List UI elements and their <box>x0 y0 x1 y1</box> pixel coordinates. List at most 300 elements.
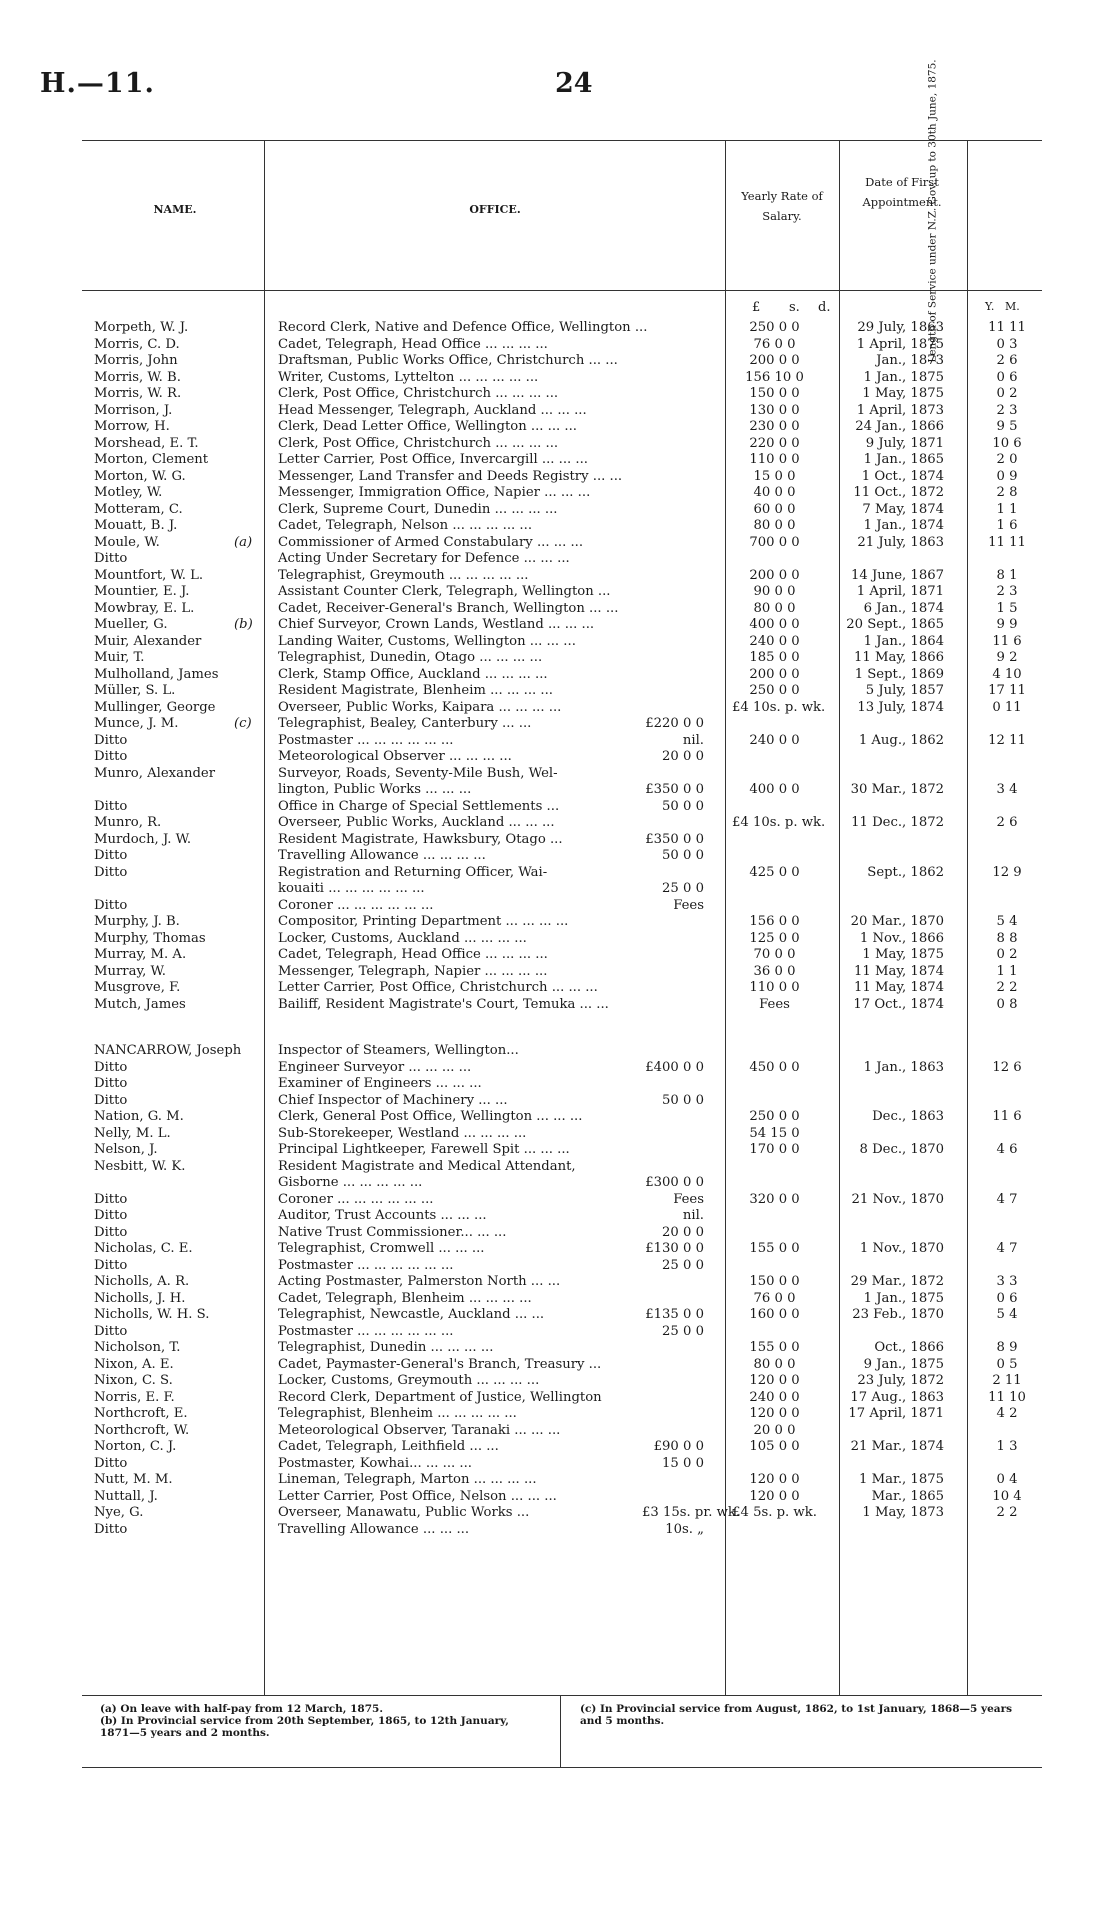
office-title: Sub-Storekeeper, Westland ... ... ... ... <box>278 1125 527 1141</box>
person-name: Mulholland, James <box>94 666 219 682</box>
sub-salary: 10s. „ <box>665 1521 704 1537</box>
office-title: Messenger, Land Transfer and Deeds Registry ... ... <box>278 468 623 484</box>
table-row <box>82 997 1042 1014</box>
office-title: Surveyor, Roads, Seventy-Mile Bush, Wel- <box>278 765 558 781</box>
table-row <box>82 584 1042 601</box>
office-title: Cadet, Paymaster-General's Branch, Treasury ... <box>278 1356 602 1372</box>
person-name: Ditto <box>94 798 128 814</box>
first-appointment-date: 5 July, 1857 <box>865 683 944 698</box>
table-row <box>82 419 1042 436</box>
person-name: Morris, W. R. <box>94 386 182 401</box>
person-name: Motley, W. <box>94 485 163 500</box>
service-length: 2 2 <box>996 980 1018 995</box>
table-row <box>82 1423 1042 1440</box>
yearly-salary: 200 0 0 <box>749 353 800 368</box>
person-name: Morton, W. G. <box>94 468 186 484</box>
table-row <box>82 452 1042 469</box>
first-appointment-date: 17 April, 1871 <box>848 1406 944 1421</box>
office-title: Cadet, Telegraph, Leithfield ... ... <box>278 1439 499 1454</box>
document-code: H.—11. <box>40 68 155 99</box>
office-title: Clerk, Supreme Court, Dunedin ... ... ... ... <box>278 501 558 517</box>
service-length: 3 4 <box>996 782 1018 797</box>
page-number: 24 <box>555 68 593 99</box>
column-header-salary: Yearly Rate of Salary. <box>741 189 823 223</box>
service-length: 2 6 <box>996 353 1018 368</box>
service-length: 0 8 <box>996 996 1018 1012</box>
table-row <box>82 980 1042 997</box>
office-title: Resident Magistrate and Medical Attendant, <box>278 1158 576 1174</box>
service-length: 3 3 <box>996 1274 1018 1289</box>
person-name: NANCARROW, Joseph <box>94 1043 242 1058</box>
service-length: 8 9 <box>996 1340 1018 1355</box>
person-name: Morris, W. B. <box>94 369 181 385</box>
sub-salary: 25 0 0 <box>662 1323 704 1339</box>
table-row <box>82 1159 1042 1176</box>
person-name: Ditto <box>94 1092 128 1108</box>
office-title: Clerk, Post Office, Christchurch ... ... ... ... <box>278 435 559 451</box>
table-row <box>82 386 1042 403</box>
first-appointment-date: 11 Oct., 1872 <box>853 485 944 500</box>
column-header-date: Date of First Appointment. <box>862 175 942 209</box>
first-appointment-date: Dec., 1863 <box>872 1109 944 1124</box>
yearly-salary: 36 0 0 <box>753 963 796 979</box>
person-name: Nicholls, A. R. <box>94 1274 190 1289</box>
service-length: 10 4 <box>992 1488 1022 1504</box>
table-row <box>82 1340 1042 1357</box>
service-length: 1 3 <box>996 1439 1018 1454</box>
table-row <box>82 947 1042 964</box>
service-length: 11 11 <box>988 320 1026 335</box>
office-title: Record Clerk, Native and Defence Office, Wellington ... <box>278 320 648 335</box>
service-length: 2 3 <box>996 402 1018 418</box>
service-length: 8 8 <box>996 930 1018 946</box>
person-name: Northcroft, E. <box>94 1406 188 1421</box>
first-appointment-date: 9 Jan., 1875 <box>863 1356 944 1372</box>
office-title: Telegraphist, Dunedin, Otago ... ... ... ... <box>278 650 543 665</box>
office-title: Cadet, Telegraph, Head Office ... ... ... ... <box>278 336 548 352</box>
office-title: Postmaster, Kowhai... ... ... ... <box>278 1455 472 1471</box>
office-title: Cadet, Telegraph, Nelson ... ... ... ... ... <box>278 518 533 533</box>
table-row <box>82 634 1042 651</box>
first-appointment-date: Oct., 1866 <box>874 1340 944 1355</box>
yearly-salary: 170 0 0 <box>749 1142 800 1157</box>
sub-salary: £350 0 0 <box>645 782 704 797</box>
service-length: 2 6 <box>996 815 1018 830</box>
person-name: Murray, W. <box>94 963 166 979</box>
service-length: 0 4 <box>996 1472 1018 1487</box>
first-appointment-date: Mar., 1865 <box>871 1488 944 1504</box>
table-row <box>82 1126 1042 1143</box>
table-row <box>82 1192 1042 1209</box>
first-appointment-date: 20 Sept., 1865 <box>846 617 944 632</box>
service-length: 0 6 <box>996 369 1018 385</box>
first-appointment-date: 29 Mar., 1872 <box>850 1274 944 1289</box>
table-row <box>82 683 1042 700</box>
office-title: Overseer, Manawatu, Public Works ... <box>278 1505 530 1520</box>
table-row <box>82 1225 1042 1242</box>
first-appointment-date: 1 May, 1873 <box>862 1505 944 1520</box>
yearly-salary: 160 0 0 <box>749 1307 800 1322</box>
table-row <box>82 716 1042 733</box>
section-spacer <box>82 1013 1042 1043</box>
service-length: 9 9 <box>996 617 1018 632</box>
office-title: Overseer, Public Works, Auckland ... ... ... <box>278 815 555 830</box>
office-title: Resident Magistrate, Hawksbury, Otago ... <box>278 831 563 847</box>
yearly-salary: 54 15 0 <box>749 1125 800 1141</box>
person-name: Ditto <box>94 848 128 863</box>
service-length: 10 6 <box>992 435 1022 451</box>
service-length: 0 9 <box>996 468 1018 484</box>
first-appointment-date: 7 May, 1874 <box>862 501 944 517</box>
footnote-mark: (a) <box>234 534 253 550</box>
person-name: Morton, Clement <box>94 452 209 467</box>
service-length: 12 9 <box>992 864 1022 880</box>
table-row <box>82 1043 1042 1060</box>
office-title: Lineman, Telegraph, Marton ... ... ... ... <box>278 1472 537 1487</box>
footnotes-right <box>580 1703 1020 1727</box>
table-row <box>82 1093 1042 1110</box>
office-title: Messenger, Immigration Office, Napier ... ... ... <box>278 485 591 500</box>
table-row <box>82 1274 1042 1291</box>
first-appointment-date: 1 April, 1873 <box>856 402 944 418</box>
table-row <box>82 782 1042 799</box>
table-row <box>82 1175 1042 1192</box>
first-appointment-date: 23 July, 1872 <box>857 1373 944 1388</box>
person-name: Mutch, James <box>94 996 186 1012</box>
first-appointment-date: 1 April, 1875 <box>856 336 944 352</box>
first-appointment-date: 20 Mar., 1870 <box>850 914 944 929</box>
yearly-salary: 110 0 0 <box>749 452 800 467</box>
office-title: Locker, Customs, Auckland ... ... ... ... <box>278 930 527 946</box>
table-row <box>82 1208 1042 1225</box>
table-row <box>82 1076 1042 1093</box>
office-title: Auditor, Trust Accounts ... ... ... <box>278 1208 487 1223</box>
table-row <box>82 881 1042 898</box>
sub-salary: £400 0 0 <box>645 1059 704 1075</box>
office-title: Record Clerk, Department of Justice, Wellington <box>278 1389 602 1405</box>
person-name: Ditto <box>94 1076 128 1091</box>
table-row <box>82 700 1042 717</box>
yearly-salary: 200 0 0 <box>749 666 800 682</box>
sub-salary: Fees <box>673 897 704 913</box>
footnote-b: (b) In Provincial service from 20th September, 1865, to 12th January, 1871—5 years and 2 months. <box>100 1715 509 1739</box>
table-row <box>82 815 1042 832</box>
first-appointment-date: 14 June, 1867 <box>851 567 944 583</box>
person-name: Morris, C. D. <box>94 336 180 352</box>
table-row <box>82 749 1042 766</box>
service-length: 9 2 <box>996 650 1018 665</box>
service-length: 0 2 <box>996 947 1018 962</box>
service-length: 12 6 <box>992 1059 1022 1075</box>
yearly-salary: 250 0 0 <box>749 320 800 335</box>
table-row <box>82 601 1042 618</box>
office-title: Clerk, Stamp Office, Auckland ... ... ... ... <box>278 666 548 682</box>
person-name: Mowbray, E. L. <box>94 600 195 616</box>
office-title: Postmaster ... ... ... ... ... ... <box>278 1323 454 1339</box>
service-length: 1 5 <box>996 600 1018 616</box>
footnote-c: (c) In Provincial service from August, 1862, to 1st January, 1868—5 years and 5 months. <box>580 1703 1013 1727</box>
yearly-salary: 230 0 0 <box>749 419 800 434</box>
footnote-a: (a) On leave with half-pay from 12 March, 1875. <box>100 1703 383 1715</box>
sub-salary: £350 0 0 <box>645 831 704 847</box>
yearly-salary: 125 0 0 <box>749 930 800 946</box>
person-name: Morrison, J. <box>94 402 173 418</box>
footnote-mark: (c) <box>234 716 252 731</box>
sub-salary: 20 0 0 <box>662 1224 704 1240</box>
office-title: Postmaster ... ... ... ... ... ... <box>278 732 454 748</box>
service-length: 2 8 <box>996 485 1018 500</box>
first-appointment-date: Sept., 1862 <box>867 864 944 880</box>
table-row <box>82 1241 1042 1258</box>
first-appointment-date: 1 May, 1875 <box>862 386 944 401</box>
table-row <box>82 1109 1042 1126</box>
person-name: Moule, W. (a) <box>94 534 253 550</box>
yearly-salary: 700 0 0 <box>749 534 800 550</box>
office-title: Postmaster ... ... ... ... ... ... <box>278 1257 454 1273</box>
yearly-salary: 150 0 0 <box>749 386 800 401</box>
yearly-salary: 80 0 0 <box>753 600 796 616</box>
service-length: 11 6 <box>992 1109 1022 1124</box>
yearly-salary: 425 0 0 <box>749 864 800 880</box>
first-appointment-date: 6 Jan., 1874 <box>863 600 944 616</box>
table-row <box>82 1373 1042 1390</box>
table-row <box>82 518 1042 535</box>
office-title: Head Messenger, Telegraph, Auckland ... ... ... <box>278 402 587 418</box>
table-row <box>82 1307 1042 1324</box>
table-row <box>82 1489 1042 1506</box>
unit-years: Y. <box>985 300 995 313</box>
yearly-salary: 90 0 0 <box>753 584 796 599</box>
table-row <box>82 848 1042 865</box>
service-length: 0 6 <box>996 1290 1018 1306</box>
service-length: 0 2 <box>996 386 1018 401</box>
table-row <box>82 353 1042 370</box>
person-name: Mueller, G. (b) <box>94 617 253 632</box>
sub-salary: £135 0 0 <box>645 1307 704 1322</box>
first-appointment-date: 21 Nov., 1870 <box>851 1191 944 1207</box>
table-row <box>82 1456 1042 1473</box>
person-name: Ditto <box>94 1208 128 1223</box>
sub-salary: £130 0 0 <box>645 1241 704 1256</box>
person-name: Nicholls, W. H. S. <box>94 1307 210 1322</box>
office-title: Inspector of Steamers, Wellington... <box>278 1043 519 1058</box>
yearly-salary: £4 10s. p. wk. <box>732 699 826 715</box>
yearly-salary: 120 0 0 <box>749 1488 800 1504</box>
first-appointment-date: 1 Jan., 1875 <box>863 369 944 385</box>
office-title: Assistant Counter Clerk, Telegraph, Wellington ... <box>278 584 611 599</box>
office-title: Resident Magistrate, Blenheim ... ... ... ... <box>278 683 553 698</box>
service-length: 0 5 <box>996 1356 1018 1372</box>
person-name: Morrow, H. <box>94 419 170 434</box>
sub-salary: £90 0 0 <box>653 1439 704 1454</box>
table-row <box>82 914 1042 931</box>
unit-shillings: s. <box>789 300 800 315</box>
first-appointment-date: 1 Sept., 1869 <box>854 666 944 682</box>
yearly-salary: 76 0 0 <box>753 336 796 352</box>
yearly-salary: 80 0 0 <box>753 1356 796 1372</box>
table-row <box>82 733 1042 750</box>
person-name: Norton, C. J. <box>94 1439 177 1454</box>
service-length: 4 6 <box>996 1142 1018 1157</box>
person-name: Mountier, E. J. <box>94 584 190 599</box>
person-name: Muir, Alexander <box>94 633 202 649</box>
yearly-salary: 250 0 0 <box>749 683 800 698</box>
person-name: Ditto <box>94 1224 128 1240</box>
sub-salary: 50 0 0 <box>662 848 704 863</box>
first-appointment-date: 8 Dec., 1870 <box>859 1142 944 1157</box>
person-name: Ditto <box>94 551 128 566</box>
office-title: Telegraphist, Cromwell ... ... ... <box>278 1241 485 1256</box>
person-name: Ditto <box>94 1455 128 1471</box>
yearly-salary: 220 0 0 <box>749 435 800 451</box>
person-name <box>94 881 244 898</box>
table-row <box>82 1324 1042 1341</box>
table-row <box>82 931 1042 948</box>
office-title: Native Trust Commissioner... ... ... <box>278 1224 507 1240</box>
first-appointment-date: 17 Oct., 1874 <box>853 996 944 1012</box>
first-appointment-date: 30 Mar., 1872 <box>850 782 944 797</box>
person-name: Ditto <box>94 1257 128 1273</box>
sub-salary: Fees <box>673 1191 704 1207</box>
first-appointment-date: 11 May, 1874 <box>854 980 944 995</box>
table-row <box>82 403 1042 420</box>
footnotes-left <box>100 1703 530 1739</box>
first-appointment-date: 1 Jan., 1874 <box>863 518 944 533</box>
office-title: Coroner ... ... ... ... ... ... <box>278 897 434 913</box>
table-row <box>82 1357 1042 1374</box>
table-row <box>82 485 1042 502</box>
sub-salary: £3 15s. pr. wk. <box>642 1505 741 1520</box>
service-length: 4 7 <box>996 1241 1018 1256</box>
office-title: Acting Postmaster, Palmerston North ... ... <box>278 1274 561 1289</box>
person-name: Murdoch, J. W. <box>94 831 192 847</box>
person-name: Ditto <box>94 897 128 913</box>
office-title: Clerk, Dead Letter Office, Wellington ... ... ... <box>278 419 578 434</box>
service-length: 9 5 <box>996 419 1018 434</box>
office-title: Compositor, Printing Department ... ... ... ... <box>278 914 569 929</box>
person-name: Müller, S. L. <box>94 683 176 698</box>
table-row <box>82 535 1042 552</box>
column-header-name: NAME. <box>153 203 197 216</box>
office-title: Letter Carrier, Post Office, Invercargill ... ... ... <box>278 452 589 467</box>
table-row <box>82 650 1042 667</box>
person-name: Nation, G. M. <box>94 1109 184 1124</box>
office-title: Engineer Surveyor ... ... ... ... <box>278 1059 472 1075</box>
person-name: Murray, M. A. <box>94 947 187 962</box>
office-title: kouaiti ... ... ... ... ... ... <box>278 881 425 896</box>
service-length: 17 11 <box>988 683 1026 698</box>
person-name: Ditto <box>94 749 128 764</box>
first-appointment-date: 1 May, 1875 <box>862 947 944 962</box>
sub-salary: 20 0 0 <box>662 749 704 764</box>
office-title: Travelling Allowance ... ... ... ... <box>278 848 486 863</box>
office-title: Telegraphist, Blenheim ... ... ... ... ... <box>278 1406 517 1421</box>
service-length: 5 4 <box>996 1307 1018 1322</box>
person-name: Morpeth, W. J. <box>94 320 189 335</box>
office-title: Office in Charge of Special Settlements ... <box>278 798 560 814</box>
office-title: Commissioner of Armed Constabulary ... ... ... <box>278 534 584 550</box>
yearly-salary: 400 0 0 <box>749 617 800 632</box>
office-title: Telegraphist, Dunedin ... ... ... ... <box>278 1340 494 1355</box>
office-title: Locker, Customs, Greymouth ... ... ... ... <box>278 1373 540 1388</box>
yearly-salary: 76 0 0 <box>753 1290 796 1306</box>
service-length: 11 10 <box>988 1389 1026 1405</box>
sub-salary: nil. <box>682 1208 704 1223</box>
yearly-salary: 155 0 0 <box>749 1241 800 1256</box>
table-row <box>82 898 1042 915</box>
person-name: Nelson, J. <box>94 1142 158 1157</box>
office-title: Registration and Returning Officer, Wai- <box>278 864 548 880</box>
person-name: Nicholls, J. H. <box>94 1290 186 1306</box>
person-name: Northcroft, W. <box>94 1422 190 1438</box>
person-name: Nesbitt, W. K. <box>94 1158 186 1174</box>
yearly-salary: 250 0 0 <box>749 1109 800 1124</box>
yearly-salary: 80 0 0 <box>753 518 796 533</box>
person-name: Ditto <box>94 1323 128 1339</box>
office-title: Clerk, Post Office, Christchurch ... ... ... ... <box>278 386 559 401</box>
office-title: Telegraphist, Greymouth ... ... ... ... ... <box>278 567 529 583</box>
first-appointment-date: 11 Dec., 1872 <box>851 815 944 830</box>
first-appointment-date: Jan., 1873 <box>876 353 944 368</box>
office-title: Landing Waiter, Customs, Wellington ... ... ... <box>278 633 576 649</box>
person-name: Nicholas, C. E. <box>94 1241 193 1256</box>
yearly-salary: 15 0 0 <box>753 468 796 484</box>
yearly-salary: Fees <box>759 996 790 1012</box>
table-row <box>82 1472 1042 1489</box>
office-title: Messenger, Telegraph, Napier ... ... ... ... <box>278 963 548 979</box>
office-title: Examiner of Engineers ... ... ... <box>278 1076 482 1091</box>
yearly-salary: 70 0 0 <box>753 947 796 962</box>
office-title: Coroner ... ... ... ... ... ... <box>278 1191 434 1207</box>
office-title: Cadet, Telegraph, Head Office ... ... ... ... <box>278 947 548 962</box>
person-name <box>94 1175 244 1192</box>
service-length: 2 3 <box>996 584 1018 599</box>
service-length: 0 11 <box>992 699 1022 715</box>
office-title: lington, Public Works ... ... ... <box>278 782 472 797</box>
column-header-length: Length of Service under N.Z. Gov. up to 30th June, 1875. <box>926 58 939 363</box>
first-appointment-date: 1 Jan., 1863 <box>863 1059 944 1075</box>
table-row <box>82 1258 1042 1275</box>
column-header-office: OFFICE. <box>469 203 521 216</box>
first-appointment-date: 21 July, 1863 <box>857 534 944 550</box>
first-appointment-date: 13 July, 1874 <box>857 699 944 715</box>
yearly-salary: 40 0 0 <box>753 485 796 500</box>
table-row <box>82 865 1042 882</box>
sub-salary: 25 0 0 <box>662 1257 704 1273</box>
service-length: 1 6 <box>996 518 1018 533</box>
office-title: Overseer, Public Works, Kaipara ... ... ... ... <box>278 699 562 715</box>
first-appointment-date: 1 Aug., 1862 <box>858 732 944 748</box>
first-appointment-date: 1 Nov., 1866 <box>859 930 944 946</box>
yearly-salary: 156 0 0 <box>749 914 800 929</box>
office-title: Acting Under Secretary for Defence ... ... ... <box>278 551 570 566</box>
yearly-salary: £4 5s. p. wk. <box>732 1505 817 1520</box>
sub-salary: nil. <box>682 732 704 748</box>
yearly-salary: 110 0 0 <box>749 980 800 995</box>
office-title: Letter Carrier, Post Office, Christchurch ... ... ... <box>278 980 598 995</box>
office-title: Telegraphist, Newcastle, Auckland ... ... <box>278 1307 545 1322</box>
person-name: Murphy, Thomas <box>94 930 206 946</box>
first-appointment-date: 1 April, 1871 <box>856 584 944 599</box>
table-row <box>82 1390 1042 1407</box>
person-name: Ditto <box>94 732 128 748</box>
yearly-salary: 400 0 0 <box>749 782 800 797</box>
yearly-salary: 60 0 0 <box>753 501 796 517</box>
person-name: Ditto <box>94 1191 128 1207</box>
table-row <box>82 370 1042 387</box>
person-name: Nutt, M. M. <box>94 1472 173 1487</box>
person-name: Mullinger, George <box>94 699 216 715</box>
